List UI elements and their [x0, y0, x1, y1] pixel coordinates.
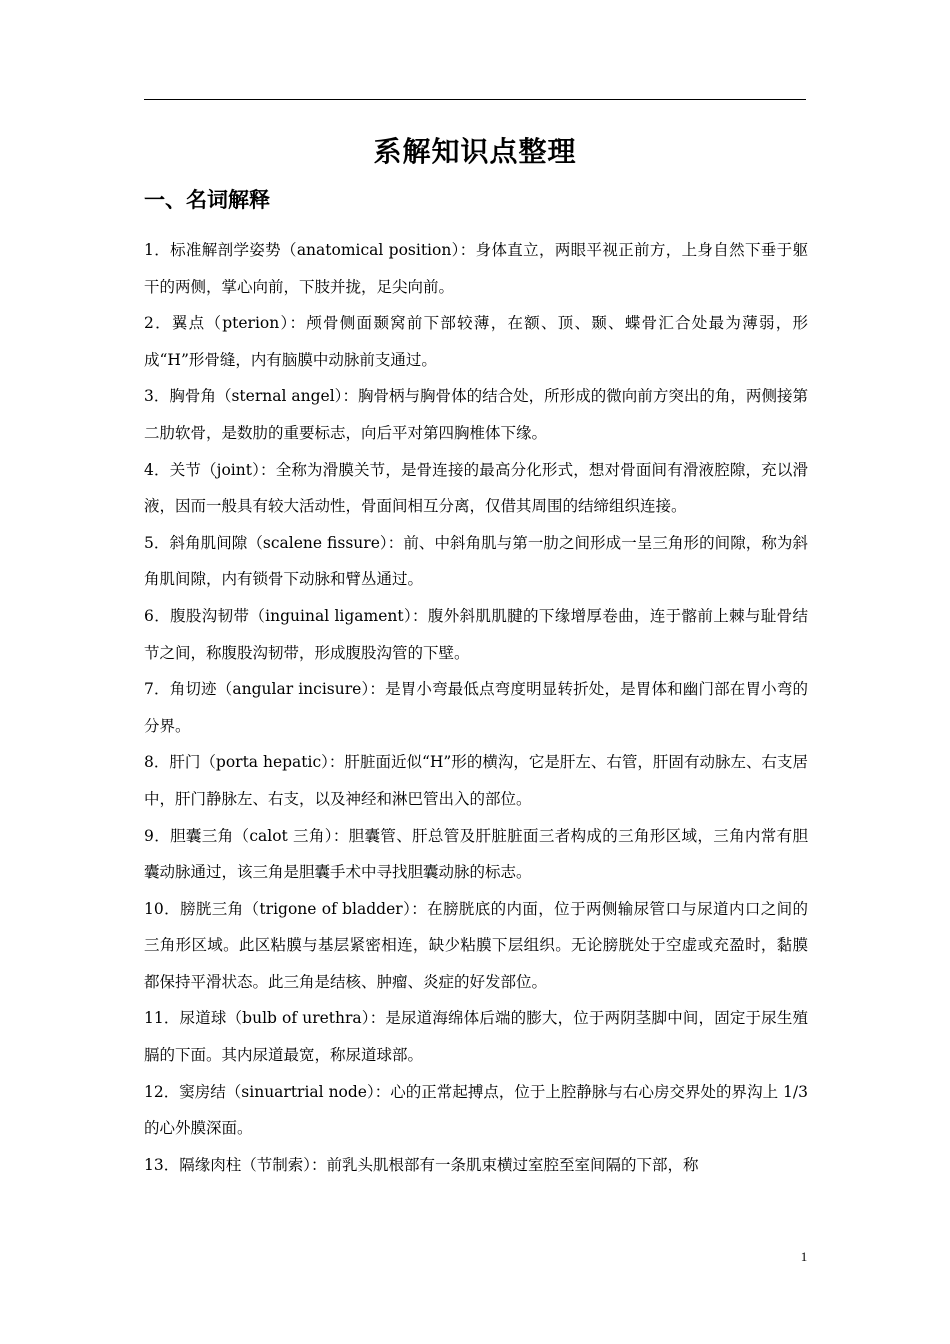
entry-number: 12． — [144, 1082, 180, 1101]
entry-text: 胆囊三角（calot 三角）：胆囊管、肝总管及肝脏脏面三者构成的三角形区域，三角内常有胆囊动脉通过，该三角是胆囊手术中寻找胆囊动脉的标志。 — [144, 826, 808, 882]
entry-text: 斜角肌间隙（scalene fissure）：前、中斜角肌与第一肋之间形成一呈三角形的间隙，称为斜角肌间隙，内有锁骨下动脉和臂丛通过。 — [144, 533, 808, 589]
entry-number: 3． — [144, 387, 170, 406]
entry-text: 关节（joint）：全称为滑膜关节，是骨连接的最高分化形式，想对骨面间有滑液腔隙，充以滑液，因而一般具有较大活动性，骨面间相互分离，仅借其周围的结缔组织连接。 — [144, 460, 808, 516]
entry-number: 6． — [144, 606, 171, 625]
entry-number: 4． — [144, 460, 170, 479]
header-rule — [144, 99, 806, 100]
glossary-entry — [144, 1074, 808, 1147]
entry-text: 隔缘肉柱（节制索）：前乳头肌根部有一条肌束横过室腔至室间隔的下部，称 — [179, 1155, 699, 1174]
entry-number: 5． — [144, 533, 170, 552]
glossary-entry — [144, 525, 808, 598]
page-title: 系解知识点整理 — [373, 135, 577, 168]
glossary-entry — [144, 818, 808, 891]
entry-number: 2． — [144, 314, 172, 333]
page-number: 1 — [800, 1249, 808, 1264]
entry-number: 8． — [144, 753, 170, 772]
entry-number: 13． — [144, 1155, 180, 1174]
entry-number: 7． — [144, 680, 170, 699]
entry-text: 肝门（porta hepatic）：肝脏面近似“H”形的横沟，它是肝左、右管，肝固有动脉左、右支居中，肝门静脉左、右支，以及神经和淋巴管出入的部位。 — [144, 753, 808, 808]
entry-number: 10． — [144, 899, 180, 918]
entry-text: 腹股沟韧带（inguinal ligament）：腹外斜肌肌腱的下缘增厚卷曲，连于髂前上棘与耻骨结节之间，称腹股沟韧带，形成腹股沟管的下壁。 — [144, 606, 808, 662]
glossary-list — [144, 232, 808, 1183]
entry-number: 1． — [144, 241, 171, 259]
glossary-entry — [144, 452, 808, 525]
glossary-entry — [144, 305, 808, 378]
entry-text: 角切迹（angular incisure）：是胃小弯最低点弯度明显转折处，是胃体和幽门部在胃小弯的分界。 — [144, 680, 808, 735]
entry-text: 膀胱三角（trigone of bladder）：在膀胱底的内面，位于两侧输尿管口与尿道内口之间的三角形区域。此区粘膜与基层紧密相连，缺少粘膜下层组织。无论膀胱处于空虚或充盈时，黏膜都保持平滑状态。此三角是结核、肿瘤、炎症的好发部位。 — [144, 899, 808, 991]
glossary-entry — [144, 891, 808, 1001]
glossary-entry — [144, 1147, 808, 1184]
glossary-entry — [144, 671, 808, 744]
glossary-entry — [144, 232, 808, 305]
entry-text: 窦房结（sinuartrial node）：心的正常起搏点，位于上腔静脉与右心房交界处的界沟上 1/3 的心外膜深面。 — [144, 1082, 808, 1138]
entry-text: 尿道球（bulb of urethra）：是尿道海绵体后端的膨大，位于两阴茎脚中间，固定于尿生殖膈的下面。其内尿道最宽，称尿道球部。 — [144, 1009, 808, 1065]
glossary-entry — [144, 1000, 808, 1073]
entry-number: 9． — [144, 826, 171, 845]
entry-text: 标准解剖学姿势（anatomical position）：身体直立，两眼平视正前方，上身自然下垂于躯干的两侧，掌心向前，下肢并拢，足尖向前。 — [144, 241, 808, 296]
entry-text: 胸骨角（sternal angel）：胸骨柄与胸骨体的结合处，所形成的微向前方突出的角，两侧接第二肋软骨，是数肋的重要标志，向后平对第四胸椎体下缘。 — [144, 387, 808, 442]
glossary-entry — [144, 744, 808, 817]
entry-number: 11． — [144, 1009, 180, 1028]
entry-text: 翼点（pterion）：颅骨侧面颞窝前下部较薄，在额、顶、颞、蝶骨汇合处最为薄弱，形成“H”形骨缝，内有脑膜中动脉前支通过。 — [144, 314, 808, 369]
glossary-entry — [144, 378, 808, 451]
section-heading: 一、名词解释 — [144, 188, 270, 212]
glossary-entry — [144, 598, 808, 671]
